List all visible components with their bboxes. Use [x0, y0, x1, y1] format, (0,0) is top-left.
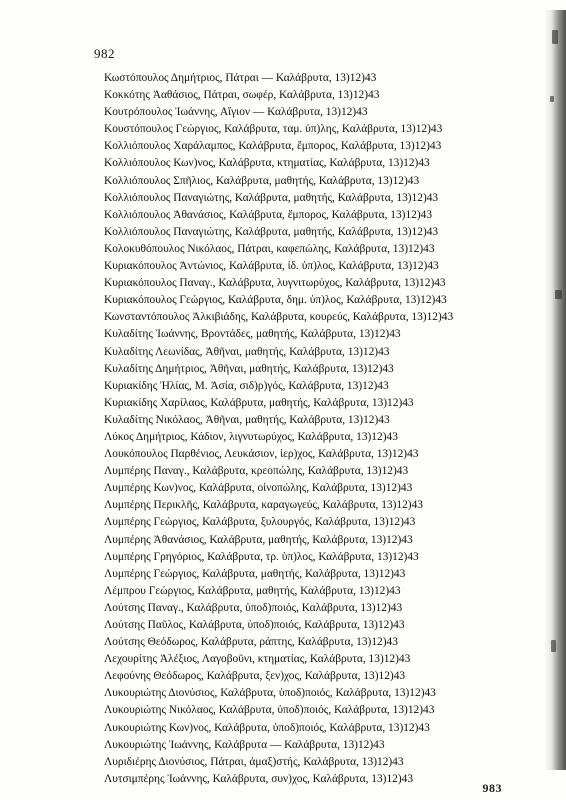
list-item: Λυμπέρης Κων)νος, Καλάβρυτα, οἰνοπώλης, Καλάβρυτα, 13)12)43	[104, 482, 413, 495]
list-item: Κουτρόπουλος Ἰωάννης, Αἴγιον — Καλάβρυτα, 13)12)43	[104, 106, 368, 119]
list-item: Κολοκυθόπουλος Νικόλαος, Πάτραι, καφεπώλης, Καλάβρυτα, 13)12)43	[104, 242, 435, 255]
binding-speck	[555, 290, 562, 299]
list-item: Λεχουρίτης Ἀλέξιος, Λαγοβοῦνι, κτηματίας, Καλάβρυτα, 13)12)43	[104, 653, 411, 666]
list-item: Κολλιόπουλος Ἀθανάσιος, Καλάβρυτα, ἔμπορος, Καλάβρυτα, 13)12)43	[104, 208, 433, 221]
binding-speck	[552, 30, 558, 44]
list-item: Κωστόπουλος Δημήτριος, Πάτραι — Καλάβρυτα, 13)12)43	[104, 72, 377, 84]
list-item: Λούτσης Παῦλος, Καλάβρυτα, ὑποδ)ποιός, Καλάβρυτα, 13)12)43	[104, 619, 405, 631]
list-item: Κολλιόπουλος Κων)νος, Καλάβρυτα, κτηματίας, Καλάβρυτα, 13)12)43	[104, 157, 430, 170]
list-item: Λουκόπουλος Παρθένιος, Λευκάσιον, ἱερ)χος, Καλάβρυτα, 13)12)43	[104, 448, 419, 461]
list-item: Κοκκότης Ἀαθάσιος, Πάτραι, σωφέρ, Καλάβρυτα, 13)12)43	[104, 89, 380, 102]
list-item: Λούτσης Θεόδωρος, Καλάβρυτα, ράπτης, Καλάβρυτα, 13)12)43	[104, 636, 398, 649]
list-item: Λυριδιέρης Διονύσιος, Πάτραι, ἁμαξ)στής, Καλάβρυτα, 13)12)43	[104, 755, 404, 768]
list-item: Κυριακόπουλος Παναγ., Καλάβρυτα, λυγνιτωρύχος, Καλάβρυτα, 13)12)43	[104, 277, 446, 290]
list-item: Λυκουριώτης Ἰωάννης, Καλάβρυτα — Καλάβρυτα, 13)12)43	[104, 738, 385, 751]
list-item: Κουστόπουλος Γεώργιος, Καλάβρυτα, ταμ. ὑπ)λης, Καλάβρυτα, 13)12)43	[104, 123, 443, 136]
list-item: Λυκουριώτης Νικόλαος, Καλάβρυτα, ὑποδ)ποιός, Καλάβρυτα, 13)12)43	[104, 704, 435, 717]
list-item: Λυμπέρης Περικλῆς, Καλάβρυτα, καραγωγεύς, Καλάβρυτα, 13)12)43	[104, 499, 423, 512]
list-item: Λυκουριώτης Διονύσιος, Καλάβρυτα, ὑποδ)ποιός, Καλάβρυτα, 13)12)43	[104, 687, 436, 700]
page-number-bottom: 983	[482, 781, 502, 795]
list-item: Κυριακίδης Χαρίλαος, Καλάβρυτα, μαθητής, Καλάβρυτα, 13)12)43	[104, 396, 414, 409]
list-item: Κολλιόπουλος Σπῆλιος, Καλάβρυτα, μαθητής, Καλάβρυτα, 13)12)43	[104, 174, 420, 187]
list-item: Κολλιόπουλος Παναγιώτης, Καλάβρυτα, μαθητής, Καλάβρυτα, 13)12)43	[104, 191, 439, 204]
entry-list	[104, 70, 464, 788]
list-item: Κυλαδίτης Δημήτριος, Ἀθῆναι, μαθητής, Καλάβρυτα, 13)12)43	[104, 362, 394, 375]
list-item: Λεφούνης Θεόδωρος, Καλάβρυτα, ξεν)χος, Καλάβρυτα, 13)12)43	[104, 670, 406, 683]
list-item: Κυλαδίτης Νικόλαος, Ἀθῆναι, μαθητής, Καλάβρυτα, 13)12)43	[104, 413, 390, 426]
list-item: Κυριακίδης Ἠλίας, Μ. Ἀσία, σιδ)ρ)γός, Καλάβρυτα, 13)12)43	[104, 379, 389, 392]
list-item: Λυτσιμπέρης Ἰωάννης, Καλάβρυτα, συν)χος, Καλάβρυτα, 13)12)43	[104, 772, 414, 785]
list-item: Λυμπέρης Γεώργιος, Καλάβρυτα, ξυλουργός, Καλάβρυτα, 13)12)43	[104, 516, 416, 529]
page-number-top: 982	[94, 46, 115, 61]
list-item: Λούτσης Παναγ., Καλάβρυτα, ὑποδ)ποιός, Καλάβρυτα, 13)12)43	[104, 601, 403, 614]
list-item: Λυμπέρης Γεώργιος, Καλάβρυτα, μαθητής, Καλάβρυτα, 13)12)43	[104, 567, 406, 580]
binding-shadow	[544, 10, 566, 770]
list-item: Κολλιόπουλος Χαράλαμπος, Καλάβρυτα, ἔμπορος, Καλάβρυτα, 13)12)43	[104, 140, 442, 153]
binding-speck	[550, 96, 554, 102]
list-item: Λυκουριώτης Κων)νος, Καλάβρυτα, ὑποδ)ποιός, Καλάβρυτα, 13)12)43	[104, 721, 430, 734]
list-item: Κυλαδίτης Ἰωάννης, Βροντάδες, μαθητής, Καλάβρυτα, 13)12)43	[104, 328, 401, 341]
list-item: Κυριακόπουλος Ἀντώνιος, Καλάβρυτα, ἰδ. ὑπ)λος, Καλάβρυτα, 13)12)43	[104, 260, 439, 273]
list-item: Κυλαδίτης Λεωνίδας, Ἀθῆναι, μαθητής, Καλάβρυτα, 13)12)43	[104, 345, 390, 358]
list-item: Λυμπέρης Ἀθανάσιος, Καλάβρυτα, μαθητής, Καλάβρυτα, 13)12)43	[104, 533, 413, 546]
list-item: Κωνσταντόπουλος Ἀλκιβιάδης, Καλάβρυτα, κουρεύς, Καλάβρυτα, 13)12)43	[104, 311, 454, 324]
list-item: Λυμπέρης Παναγ., Καλάβρυτα, κρεοπώλης, Καλάβρυτα, 13)12)43	[104, 465, 409, 478]
binding-speck	[551, 640, 556, 652]
list-item: Λύκος Δημήτριος, Κάδιον, λιγνυτωρύχος, Καλάβρυτα, 13)12)43	[104, 430, 398, 443]
list-item: Λέμπρου Γεώργιος, Καλάβρυτα, μαθητής, Καλάβρυτα, 13)12)43	[104, 584, 401, 597]
list-item: Κυριακόπουλος Γεώργιος, Καλάβρυτα, δημ. ὑπ)λος, Καλάβρυτα, 13)12)43	[104, 294, 447, 307]
list-item: Λυμπέρης Γρηγόριος, Καλάβρυτα, τρ. ὑπ)λος, Καλάβρυτα, 13)12)43	[104, 550, 419, 563]
list-item: Κολλιόπουλος Παναγιώτης, Καλάβρυτα, μαθητής, Καλάβρυτα, 13)12)43	[104, 225, 439, 238]
